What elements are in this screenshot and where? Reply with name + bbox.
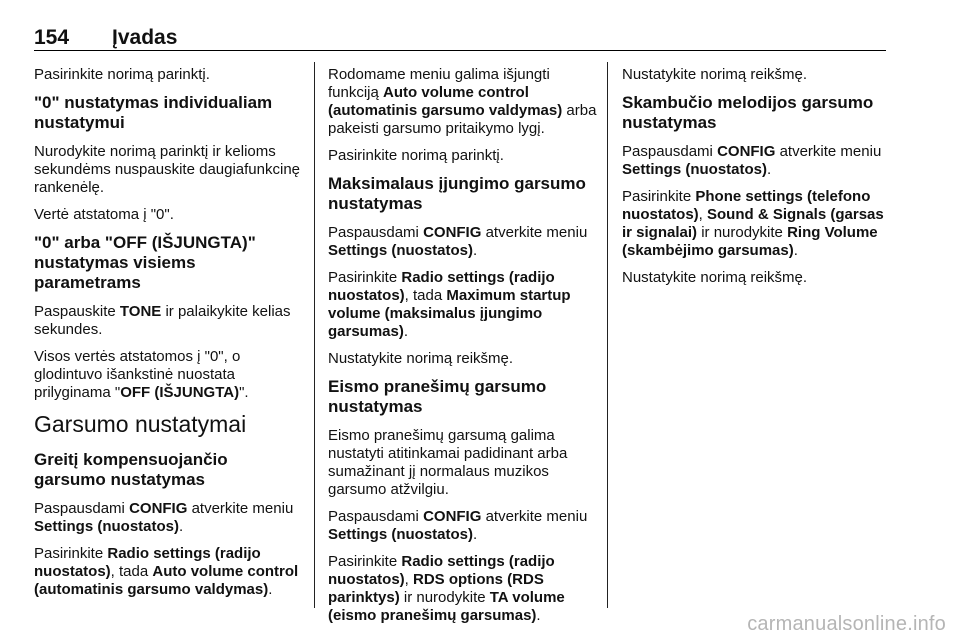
header-rule	[34, 50, 886, 51]
chapter-title: Įvadas	[112, 26, 178, 49]
config-key: CONFIG	[423, 224, 482, 241]
config-key: CONFIG	[129, 500, 188, 517]
paragraph: Paspausdami CONFIG atverkite meniu Settings (nuostatos).	[328, 224, 588, 259]
column-3	[622, 66, 892, 296]
subheading-max-startup: Maksimalaus įjungimo garsumo nustatymas	[328, 174, 586, 213]
watermark: carmanualsonline.info	[747, 613, 946, 635]
paragraph: Pasirinkite Phone settings (telefono nuostatos), Sound & Signals (garsas ir signalai) ir nurodykite Ring Volume (skambėjimo garsumas).	[622, 188, 884, 259]
paragraph: Vertė atstatoma į "0".	[34, 206, 174, 223]
paragraph: Paspausdami CONFIG atverkite meniu Settings (nuostatos).	[34, 500, 294, 535]
page-number: 154	[34, 26, 70, 49]
subheading-zero-individual: "0" nustatymas individualiam nustatymui	[34, 93, 273, 132]
paragraph: Nustatykite norimą reikšmę.	[622, 66, 808, 83]
column-divider	[607, 62, 608, 608]
section-heading: Garsumo nustatymai	[34, 411, 247, 437]
paragraph: Paspausdami CONFIG atverkite meniu Settings (nuostatos).	[328, 508, 588, 543]
subheading-ringtone: Skambučio melodijos garsumo nustatymas	[622, 93, 874, 132]
paragraph: Pasirinkite Radio settings (radijo nuostatos), tada Maximum startup volume (maksimalus įjungimo garsumas).	[328, 269, 571, 340]
paragraph: Nustatykite norimą reikšmę.	[328, 350, 514, 367]
page-header	[34, 26, 886, 52]
config-key: CONFIG	[717, 143, 776, 160]
paragraph: Pasirinkite norimą parinktį.	[34, 66, 210, 83]
column-1	[34, 66, 304, 608]
paragraph: Visos vertės atstatomos į "0", o glodintuvo išankstinė nuostata prilyginama "OFF (IŠJUNGTA)".	[34, 348, 249, 401]
paragraph: Eismo pranešimų garsumą galima nustatyti atitinkamai padidinant arba sumažinant jį normalaus muzikos garsumo atžvilgiu.	[328, 427, 568, 498]
paragraph: Nurodykite norimą parinktį ir kelioms sekundėms nuspauskite daugiafunkcinę rankenėlę.	[34, 143, 301, 196]
subheading-speed-comp: Greitį kompensuojančio garsumo nustatymas	[34, 450, 228, 489]
column-2	[328, 66, 598, 634]
paragraph: Nustatykite norimą reikšmę.	[622, 269, 808, 286]
tone-key: TONE	[119, 303, 162, 320]
column-divider	[314, 62, 315, 608]
subheading-traffic: Eismo pranešimų garsumo nustatymas	[328, 377, 547, 416]
paragraph: Pasirinkite Radio settings (radijo nuostatos), tada Auto volume control (automatinis garsumo valdymas).	[34, 545, 299, 598]
paragraph: Paspausdami CONFIG atverkite meniu Settings (nuostatos).	[622, 143, 882, 178]
subheading-zero-all: "0" arba "OFF (IŠJUNGTA)" nustatymas visiems parametrams	[34, 233, 256, 292]
paragraph: Rodomame meniu galima išjungti funkciją Auto volume control (automatinis garsumo valdymas) arba pakeisti garsumo pritaikymo lygį.	[328, 66, 597, 137]
paragraph: Pasirinkite norimą parinktį.	[328, 147, 504, 164]
paragraph: Pasirinkite Radio settings (radijo nuostatos), RDS options (RDS parinktys) ir nurodykite TA volume (eismo pranešimų garsumas).	[328, 553, 565, 624]
config-key: CONFIG	[423, 508, 482, 525]
paragraph: Paspauskite TONE ir palaikykite kelias sekundes.	[34, 303, 291, 338]
